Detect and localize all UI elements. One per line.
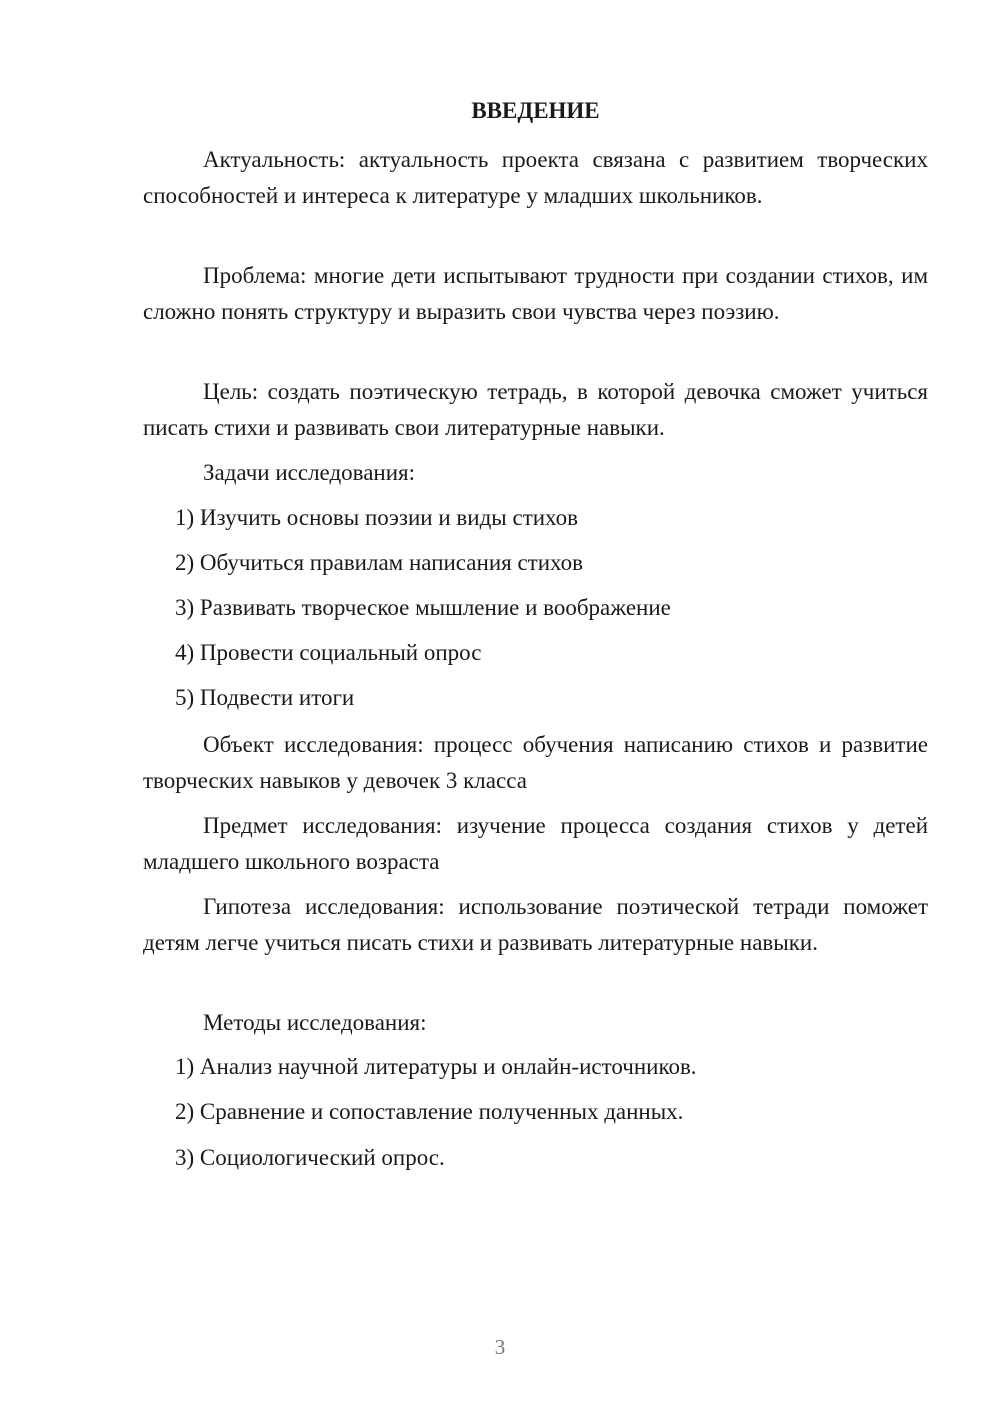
- method-item-3: 3) Социологический опрос.: [175, 1145, 445, 1170]
- task-item-3: 3) Развивать творческое мышление и воображение: [175, 595, 671, 620]
- hypothesis-paragraph: Гипотеза исследования: использование поэтической тетради поможет детям легче учиться писать стихи и развивать литературные навыки.: [143, 894, 928, 955]
- task-item-4: 4) Провести социальный опрос: [175, 640, 482, 665]
- page-title: ВВЕДЕНИЕ: [471, 98, 600, 123]
- object-paragraph: Объект исследования: процесс обучения написанию стихов и развитие творческих навыков у девочек 3 класса: [143, 732, 928, 793]
- task-item-2: 2) Обучиться правилам написания стихов: [175, 550, 584, 575]
- relevance-paragraph: Актуальность: актуальность проекта связана с развитием творческих способностей и интереса к литературе у младших школьников.: [143, 147, 928, 208]
- methods-heading: Методы исследования:: [203, 1010, 427, 1035]
- tasks-heading: Задачи исследования:: [203, 460, 416, 485]
- method-item-1: 1) Анализ научной литературы и онлайн-источников.: [175, 1054, 697, 1079]
- problem-paragraph: Проблема: многие дети испытывают трудности при создании стихов, им сложно понять структуру и выразить свои чувства через поэзию.: [143, 263, 928, 324]
- task-item-5: 5) Подвести итоги: [175, 685, 355, 710]
- subject-paragraph: Предмет исследования: изучение процесса создания стихов у детей младшего школьного возраста: [143, 813, 928, 874]
- task-item-1: 1) Изучить основы поэзии и виды стихов: [175, 505, 579, 530]
- goal-paragraph: Цель: создать поэтическую тетрадь, в которой девочка сможет учиться писать стихи и развивать свои литературные навыки.: [143, 379, 928, 440]
- page-number: 3: [494, 1335, 506, 1359]
- method-item-2: 2) Сравнение и сопоставление полученных данных.: [175, 1099, 684, 1124]
